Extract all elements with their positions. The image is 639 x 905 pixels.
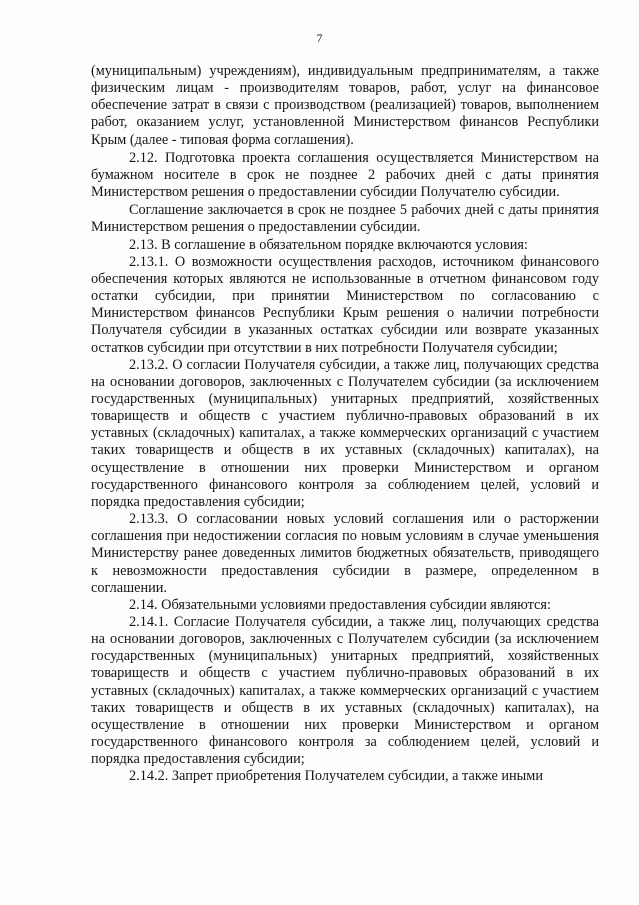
document-body: [91, 63, 599, 786]
paragraph-2-13-1: 2.13.1. О возможности осуществления расходов, источником финансового обеспечения которых являются не использованные в отчетном финансовом году остатки субсидии, при принятии Министерством по согласованию с Министерством финансов Республики Крым решения о наличии потребности Получателя субсидии в указанных остатках субсидии или возврате указанных остатков субсидии при отсутствии в них потребности Получателя субсидии;: [91, 253, 599, 356]
paragraph-continuation: (муниципальным) учреждениям), индивидуальным предпринимателям, а также физическим лицам - производителям товаров, работ, услуг на финансовое обеспечение затрат в связи с производством (реализацией) товаров, выполнением работ, оказанием услуг, установленной Министерством финансов Республики Крым (далее - типовая форма соглашения).: [91, 63, 599, 148]
page-number: 7: [316, 33, 323, 45]
paragraph-2-13-2: 2.13.2. О согласии Получателя субсидии, а также лиц, получающих средства на основании договоров, заключенных с Получателем субсидии (за исключением государственных (муниципальных) унитарных предприятий, хозяйственных товариществ и обществ с участием публично-правовых образований в их уставных (складочных) капиталах, а также коммерческих организаций с участием таких товариществ и обществ в их уставных (складочных) капиталах), на осуществление в отношении них проверки Министерством и органом государственного финансового контроля за соблюдением целей, условий и порядка предоставления субсидии;: [91, 356, 599, 510]
paragraph-2-14-2: 2.14.2. Запрет приобретения Получателем субсидии, а также иными: [129, 768, 543, 785]
paragraph-2-13-3: 2.13.3. О согласовании новых условий соглашения или о расторжении соглашения при недостижении согласия по новым условиям в случае уменьшения Министерству ранее доведенных лимитов бюджетных обязательств, приводящего к невозможности предоставления субсидии в размере, определенном в соглашении.: [91, 511, 599, 596]
paragraph-2-14-1: 2.14.1. Согласие Получателя субсидии, а также лиц, получающих средства на основании договоров, заключенных с Получателем субсидии (за исключением государственных (муниципальных) унитарных предприятий, хозяйственных товариществ и обществ с участием публично-правовых образований в их уставных (складочных) капиталах, а также коммерческих организаций с участием таких товариществ и обществ в их уставных (складочных) капиталах), на осуществление в отношении них проверки Министерством и органом государственного финансового контроля за соблюдением целей, условий и порядка предоставления субсидии;: [91, 614, 599, 768]
paragraph-agreement-term: Соглашение заключается в срок не позднее 5 рабочих дней с даты принятия Министерством решения о предоставлении субсидии.: [91, 202, 599, 236]
paragraph-2-14: 2.14. Обязательными условиями предоставления субсидии являются:: [129, 596, 551, 613]
paragraph-2-13: 2.13. В соглашение в обязательном порядке включаются условия:: [129, 236, 528, 253]
paragraph-2-12: 2.12. Подготовка проекта соглашения осуществляется Министерством на бумажном носителе в срок не позднее 2 рабочих дней с даты принятия Министерством решения о предоставлении субсидии Получателю субсидии.: [91, 149, 599, 201]
